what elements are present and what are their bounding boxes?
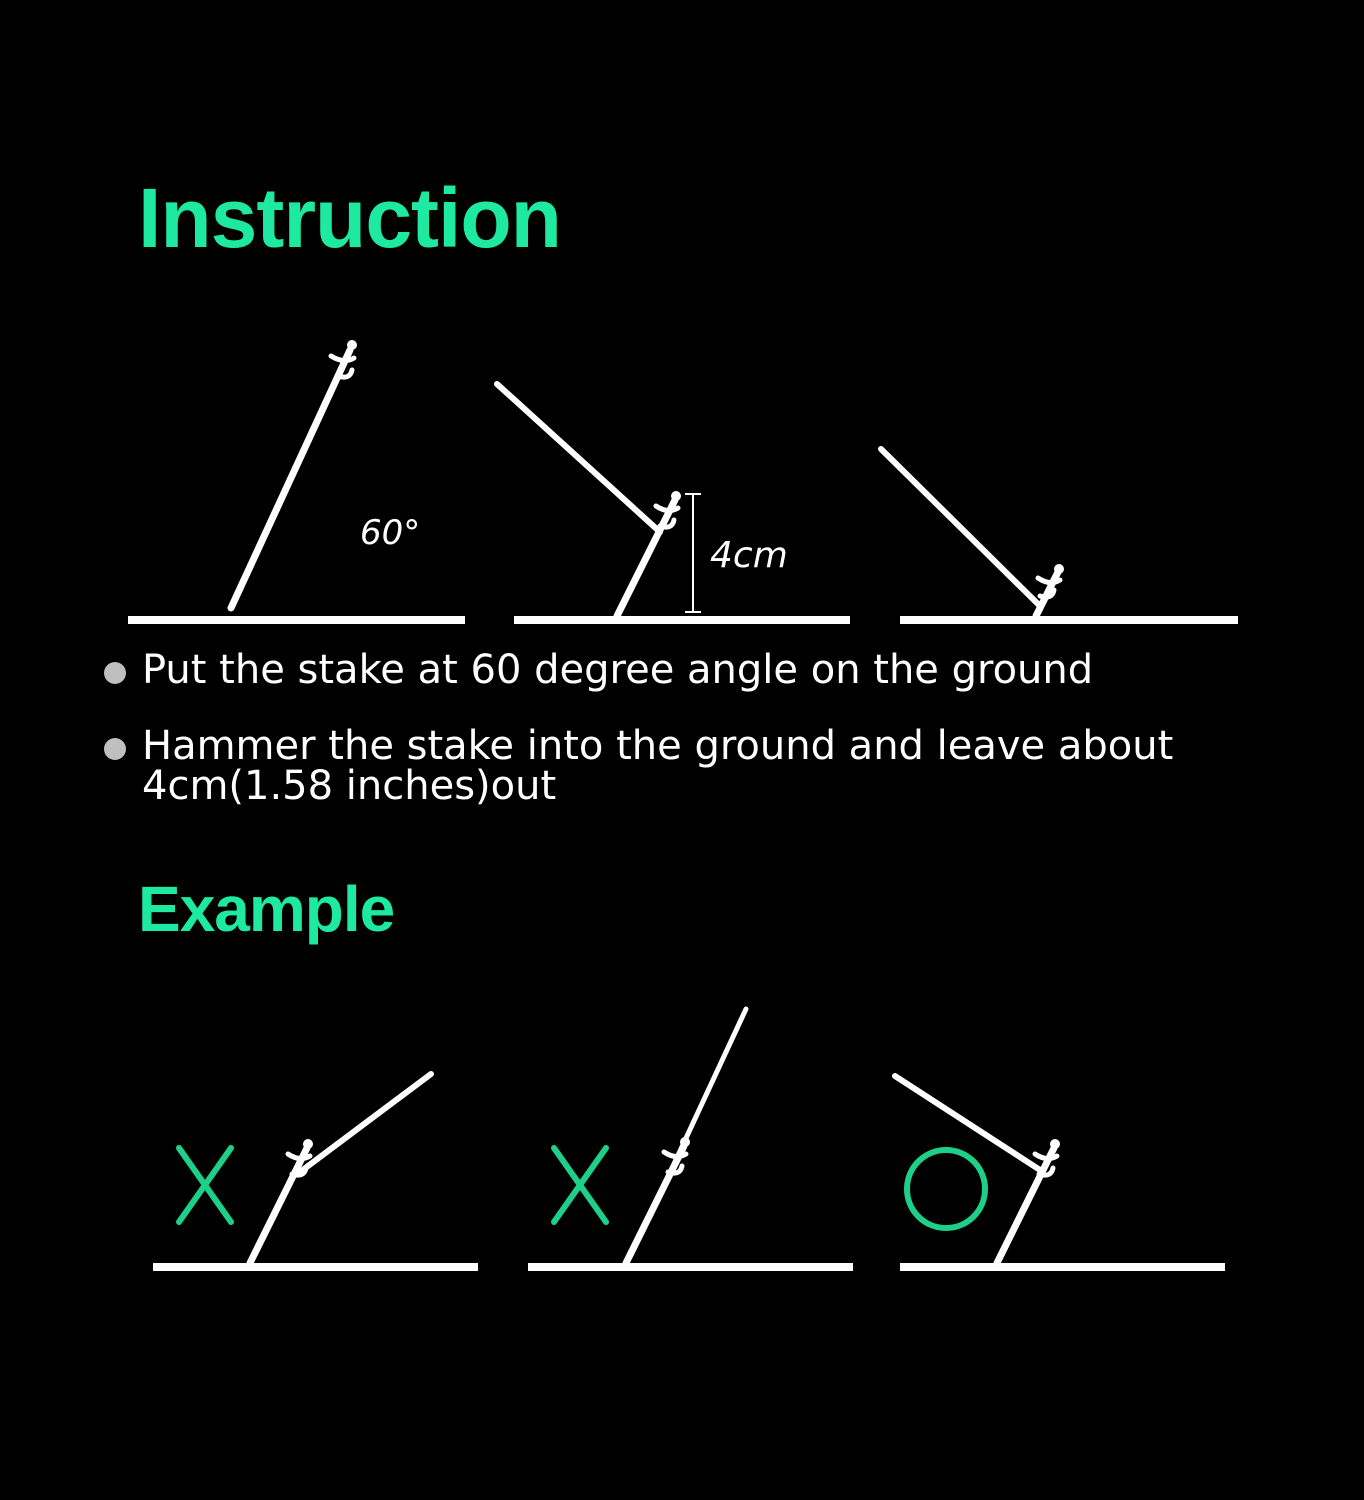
bullet-text: Put the stake at 60 degree angle on the ground — [142, 647, 1094, 693]
cross-mark-icon — [179, 1148, 231, 1222]
bullet-text: Hammer the stake into the ground and leave about — [142, 723, 1174, 769]
circle-mark-icon — [907, 1150, 985, 1228]
depth-bracket — [685, 494, 701, 612]
stake-icon — [250, 1140, 312, 1263]
bullet-text-line2: 4cm(1.58 inches)out — [142, 763, 557, 809]
stake-icon — [231, 341, 356, 608]
instruction-diagram — [0, 320, 1364, 630]
example-correct — [895, 1076, 1225, 1267]
depth-label: 4cm — [710, 535, 788, 576]
guy-rope — [881, 449, 1040, 606]
example-wrong-2 — [528, 1009, 853, 1267]
example-wrong-1 — [153, 1074, 478, 1267]
stake-icon — [997, 1140, 1059, 1263]
bullet-dot-icon — [104, 662, 126, 684]
guy-rope — [674, 1009, 746, 1164]
cross-mark-icon — [554, 1148, 606, 1222]
instruction-title: Instruction — [138, 171, 561, 265]
step-2-hammer — [497, 384, 850, 620]
example-diagram — [0, 990, 1364, 1290]
stake-icon — [617, 492, 680, 616]
example-title: Example — [138, 873, 395, 945]
bullet-item — [104, 723, 1284, 809]
bullet-dot-icon — [104, 738, 126, 760]
step-1-placement — [128, 341, 465, 620]
guy-rope — [300, 1074, 431, 1172]
angle-label: 60° — [360, 513, 421, 553]
guy-rope — [497, 384, 660, 532]
step-3-finished — [881, 449, 1238, 620]
bullet-item — [104, 647, 1284, 693]
